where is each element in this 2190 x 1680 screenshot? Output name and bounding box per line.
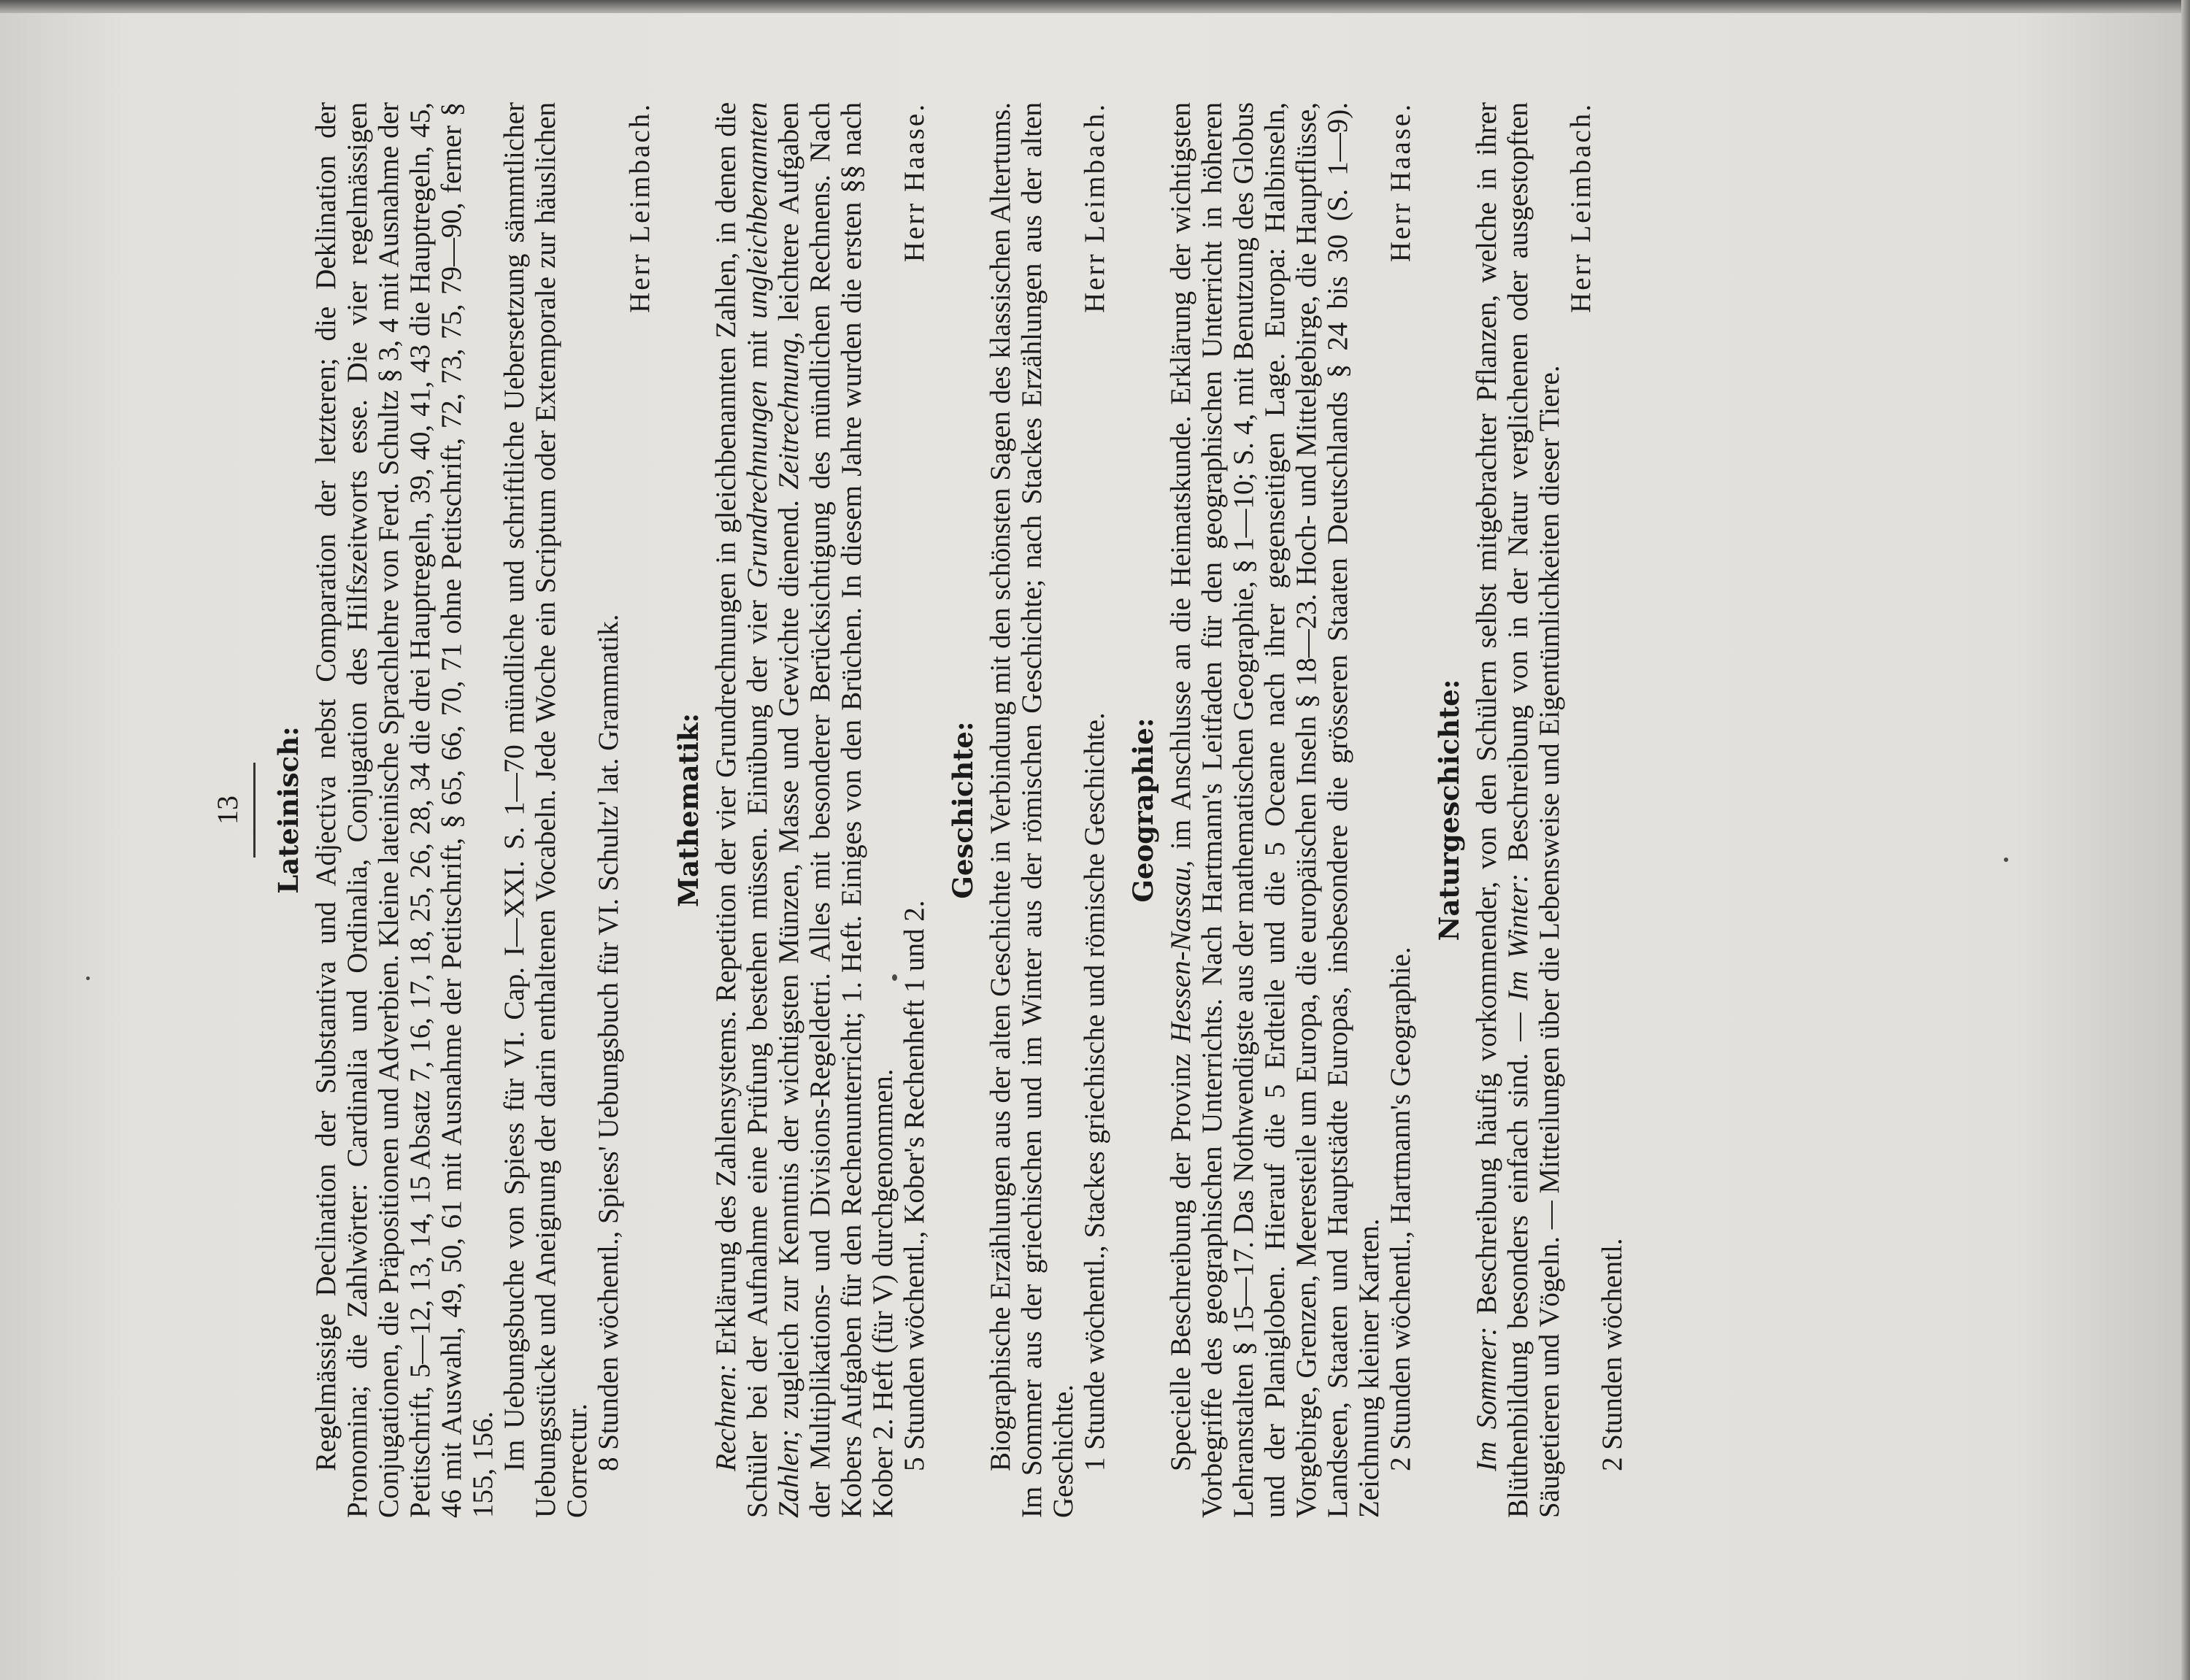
heading-mathematik: Mathematik: [672,712,704,908]
natur-paragraph [1471,102,1565,1518]
geschichte-teacher: Herr Leimbach. [1079,102,1110,313]
mathe-paragraph [710,102,899,1518]
scan-top-edge [0,0,2190,13]
hessen-nassau-term: Hessen-Nassau, [1165,860,1196,1043]
page-number: 13 [211,795,244,825]
rotated-page-content [212,102,2008,1518]
im-sommer-label: Im Sommer: [1471,1326,1502,1471]
geographie-text-b: im Anschlusse an die Heimatskunde. Erklärung der wichtigsten Vorbegriffe des geographischen Unterrichts. Nach Hartmann's Leitfaden für den geographischen Unterricht in höheren Lehranstalten § 15—17. Das Nothwendigste aus der mathematischen Geographie, § 1—10; S. 4, mit Benutzung des Globus und der Planigloben. Hierauf die 5 Erdteile und die 5 Oceane nach ihrer gegenseitigen Lage. Europa: Halbinseln, Vorgebirge, Grenzen, Meeresteile um Europa, die europäischen Inseln § 18—23. Hoch- und Mittelgebirge, die Hauptflüsse, Landseen, Staaten und Hauptstädte Europas, insbesondere die grösseren Staaten Deutschlands § 24 bis 30 (S. 1—9). Zeichnung kleiner Karten. [1165,101,1385,1518]
geographie-footer-row [1385,102,1416,1518]
natur-hours: 2 Stunden wöchentl. [1597,1238,1628,1471]
geschichte-footer-row [1079,102,1110,1518]
page-number-rule [253,763,256,858]
mathe-hours: 5 Stunden wöchentl., Kober's Rechenheft 1 und 2. [899,900,930,1471]
mathe-text-c: zugleich zur Kenntnis der wichtigsten Münzen, Masse und Gewichte dienend. [773,500,804,1419]
grundrechnungen-term: Grundrechnungen [742,380,773,588]
heading-lateinisch: Lateinisch: [272,726,304,894]
heading-naturgeschichte: Naturgeschichte: [1433,679,1465,941]
geographie-hours: 2 Stunden wöchentl., Hartmann's Geographie. [1385,947,1416,1471]
geschichte-hours: 1 Stunde wöchentl., Stackes griechische und römische Geschichte. [1079,712,1110,1471]
rechnen-label: Rechnen: [710,1363,742,1471]
geschichte-paragraph: Biographische Erzählungen aus der alten Geschichte in Verbindung mit den schönsten Sagen des klassischen Altertums. Im Sommer aus der griechischen und im Winter aus der römischen Geschichte; nach Stackes Erzählungen aus der alten Geschichte. [985,102,1079,1518]
geographie-paragraph [1165,102,1385,1518]
geographie-text-a: Specielle Beschreibung der Provinz [1165,1053,1196,1471]
heading-geographie: Geographie: [1127,717,1159,903]
natur-teacher: Herr Leimbach. [1565,102,1597,313]
mathe-teacher: Herr Haase. [899,102,930,263]
im-winter-label: Im Winter: [1502,873,1534,1001]
scan-right-edge [2181,0,2190,1680]
latein-hours: 8 Stunden wöchentl., Spiess' Uebungsbuch für VI. Schultz' lat. Grammatik. [593,614,624,1471]
mathe-text-b: mit [742,331,773,369]
natur-text-b: Beschreibung von in der Natur verglichenen oder ausgestopften Säugetieren und Vögeln. — Mitteilungen über die Lebensweise und Eigentümlichkeiten dieser Tiere. [1502,101,1565,1518]
latein-teacher: Herr Leimbach. [624,102,656,313]
heading-geschichte: Geschichte: [947,721,979,899]
ungleich-term: ungleichbenannten Zahlen; [742,101,804,1518]
natur-text-a: Beschreibung häufig vorkommender, von den Schülern selbst mitgebrachter Pflanzen, welche in ihrer Blüthenbildung besonders einfach sind. — [1471,102,1534,1518]
latein-paragraph-1: Regelmässige Declination der Substantiva und Adjectiva nebst Comparation der letzteren; die Deklination der Pronomina; die Zahlwörter: Cardinalia und Ordinalia, Conjugation des Hilfszeitworts esse. Die vier regelmässigen Conjugationen, die Präpositionen und Adverbien. Kleine lateinische Sprachlehre von Ferd. Schultz § 3, 4 mit Ausnahme der Petitschrift, 5—12, 13, 14, 15 Absatz 7, 16, 17, 18, 25, 26, 28, 34 die drei Hauptregeln, 39, 40, 41, 43 die Hauptregeln, 45, 46 mit Auswahl, 49, 50, 61 mit Ausnahme der Petitschrift, § 65, 66, 70, 71 ohne Petitschrift, 72, 73, 75, 79—90, ferner § 155, 156. [310,102,499,1518]
geographie-teacher: Herr Haase. [1385,102,1416,263]
zeitrechnung-term: Zeitrechnung, [773,331,804,490]
latein-paragraph-2: Im Uebungsbuche von Spiess für VI. Cap. I—XXI. S. 1—70 mündliche und schriftliche Uebersetzung sämmtlicher Uebungsstücke und Aneignung der darin enthaltenen Vocabeln. Jede Woche ein Scriptum oder Extemporale zur häuslichen Correctur. [499,102,593,1518]
mathe-text-d: leichtere Aufgaben der Multiplikations- und Divisions-Regeldetri. Alles mit besonderer Berücksichtigung des mündlichen Rechnens. Nach Kobers Aufgaben für den Rechenunterricht; 1. Heft. Einiges von den Brüchen. In diesem Jahre wurden die ersten §§ nach Kober 2. Heft (für V) durchgenommen. [773,102,899,1518]
mathe-text-a: Erklärung des Zahlensystems. Repetition der vier Grundrechnungen in gleichbenannten Zahlen, in denen die Schüler bei der Aufnahme eine Prüfung bestehen müssen. Einübung der vier [710,101,773,1518]
dust-speck [86,976,90,980]
mathe-footer-row [899,102,930,1518]
